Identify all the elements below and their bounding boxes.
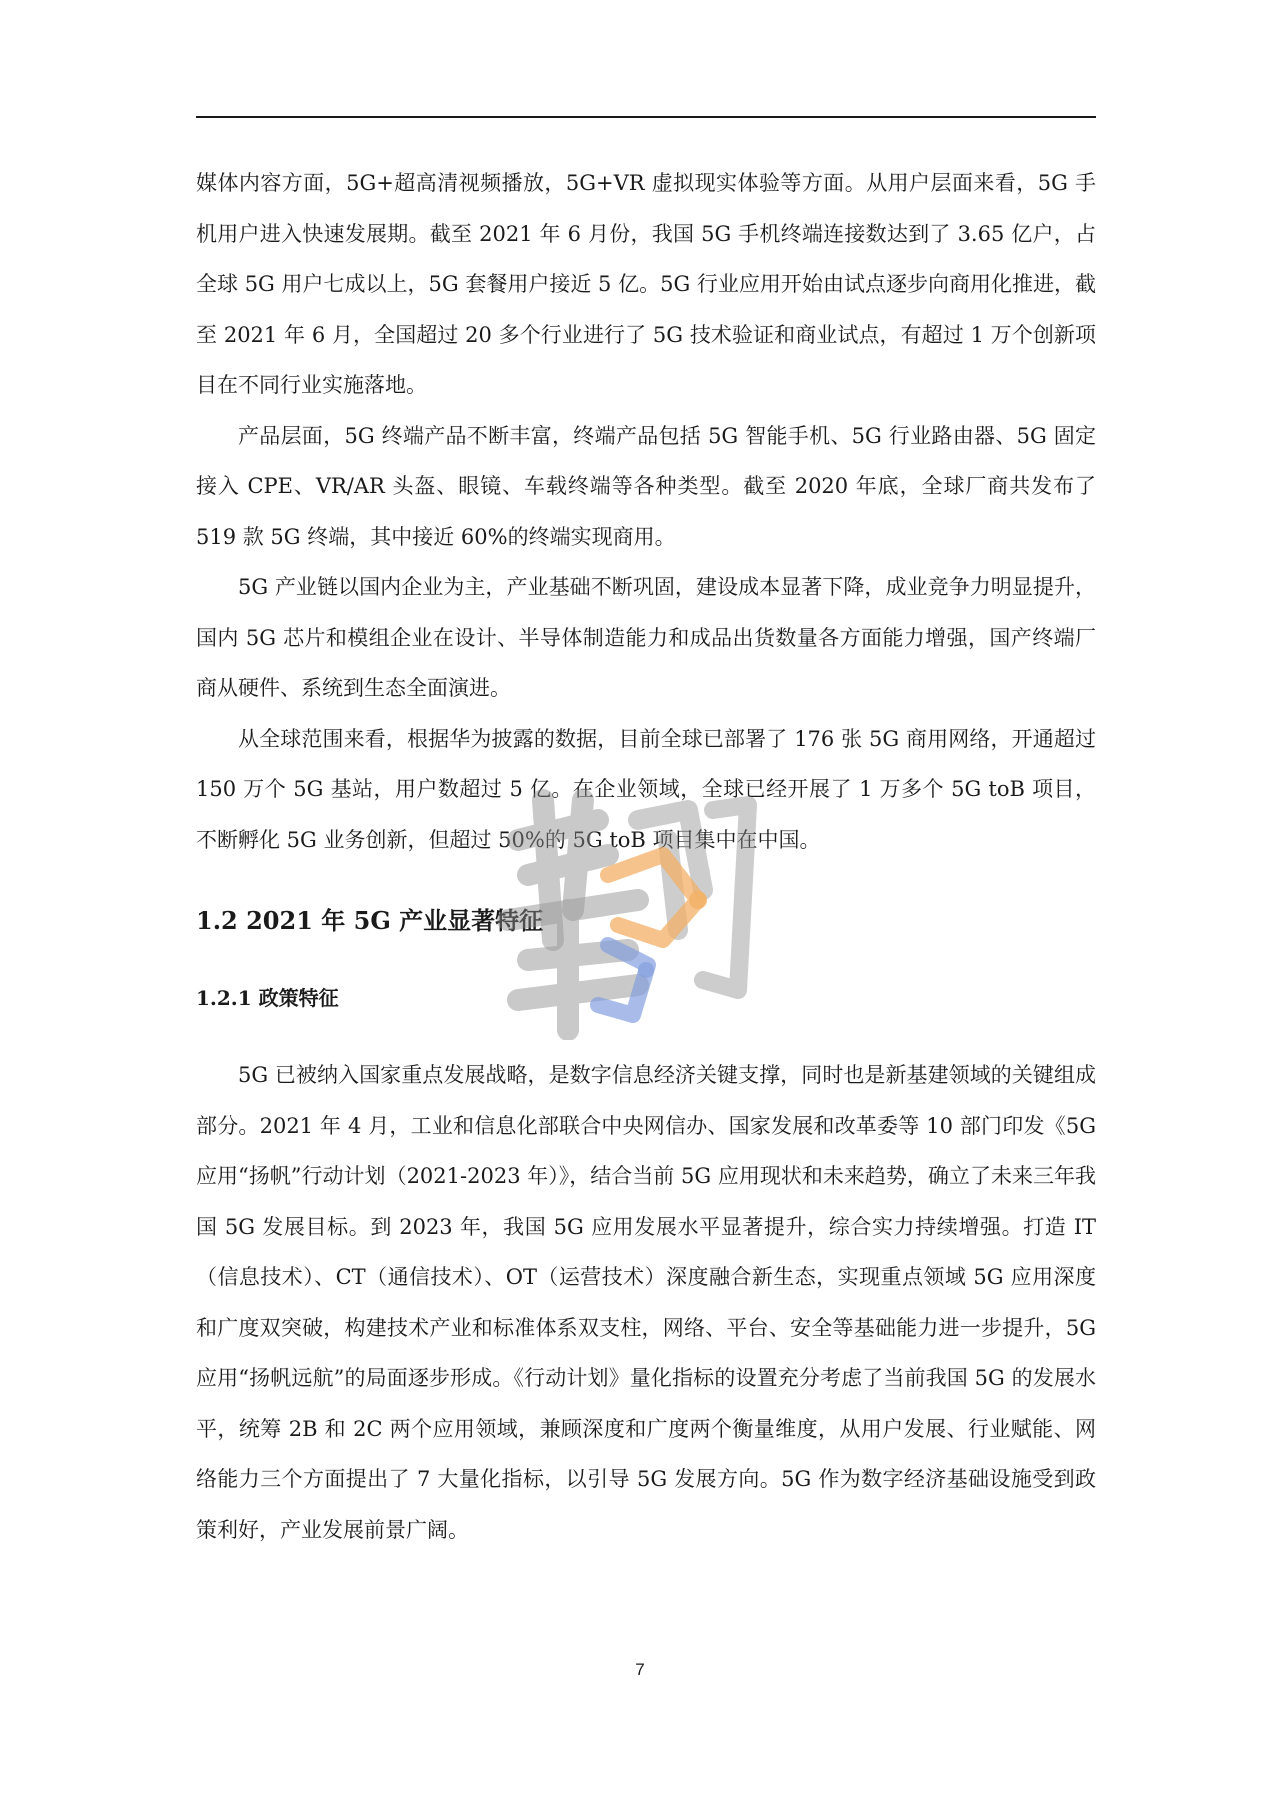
body-text-top — [196, 158, 1096, 865]
paragraph-product-level: 产品层面，5G 终端产品不断丰富，终端产品包括 5G 智能手机、5G 行业路由器、5G 固定接入 CPE、VR/AR 头盔、眼镜、车载终端等各种类型。截至 2020 年底，全球厂商共发布了 519 款 5G 终端，其中接近 60%的终端实现商用。 — [196, 423, 1096, 549]
paragraph-global-scope: 从全球范围来看，根据华为披露的数据，目前全球已部署了 176 张 5G 商用网络，开通超过 150 万个 5G 基站，用户数超过 5 亿。在企业领域，全球已经开展了 1 万多个 5G toB 项目，不断孵化 5G 业务创新，但超过 50%的 5G toB 项目集中在中国。 — [196, 726, 1096, 852]
section-title: 1.2 2021 年 5G 产业显著特征 — [196, 906, 544, 935]
page-number: 7 — [635, 1660, 645, 1679]
header-rule — [196, 116, 1096, 118]
subsection-title: 1.2.1 政策特征 — [196, 986, 339, 1010]
body-text-bottom — [196, 1050, 1096, 1555]
paragraph-policy: 5G 已被纳入国家重点发展战略，是数字信息经济关键支撑，同时也是新基建领域的关键组成部分。2021 年 4 月，工业和信息化部联合中央网信办、国家发展和改革委等 10 部门印发《5G 应用“扬帆”行动计划（2021-2023 年）》，结合当前 5G 应用现状和未来趋势，确立了未来三年我国 5G 发展目标。到 2023 年，我国 5G 应用发展水平显著提升，综合实力持续增强。打造 IT（信息技术）、CT（通信技术）、OT（运营技术）深度融合新生态，实现重点领域 5G 应用深度和广度双突破，构建技术产业和标准体系双支柱，网络、平台、安全等基础能力进一步提升，5G 应用“扬帆远航”的局面逐步形成。《行动计划》量化指标的设置充分考虑了当前我国 5G 的发展水平，统筹 2B 和 2C 两个应用领域，兼顾深度和广度两个衡量维度，从用户发展、行业赋能、网络能力三个方面提出了 7 大量化指标，以引导 5G 发展方向。5G 作为数字经济基础设施受到政策利好，产业发展前景广阔。 — [196, 1063, 1096, 1542]
paragraph-media-content: 媒体内容方面，5G+超高清视频播放，5G+VR 虚拟现实体验等方面。从用户层面来看，5G 手机用户进入快速发展期。截至 2021 年 6 月份，我国 5G 手机终端连接数达到了 3.65 亿户，占全球 5G 用户七成以上，5G 套餐用户接近 5 亿。5G 行业应用开始由试点逐步向商用化推进，截至 2021 年 6 月，全国超过 20 多个行业进行了 5G 技术验证和商业试点，有超过 1 万个创新项目在不同行业实施落地。 — [196, 171, 1096, 397]
paragraph-industry-chain: 5G 产业链以国内企业为主，产业基础不断巩固，建设成本显著下降，成业竞争力明显提升，国内 5G 芯片和模组企业在设计、半导体制造能力和成品出货数量各方面能力增强，国产终端厂商从硬件、系统到生态全面演进。 — [196, 575, 1096, 700]
